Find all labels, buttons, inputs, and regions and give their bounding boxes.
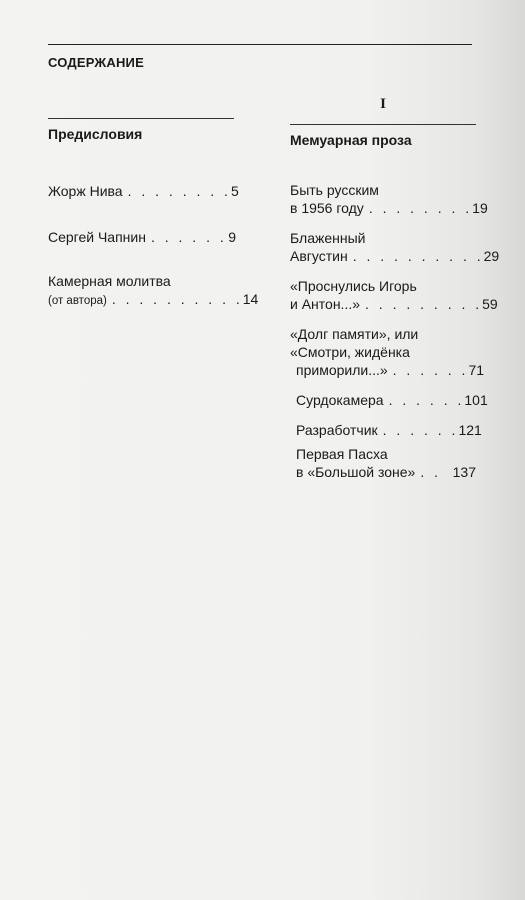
entry-title: Сергей Чапнин [48, 229, 146, 245]
entry-title: и Антон...» [290, 296, 361, 312]
leader-dots: . . . . . . [392, 362, 469, 378]
leader-dots: . . . . . . [382, 422, 459, 438]
toc-entry [48, 182, 239, 200]
toc-entry [290, 229, 500, 265]
section-number: I [380, 96, 386, 112]
toc-entry [48, 228, 236, 246]
page-number: 29 [483, 248, 500, 264]
toc-entry [290, 325, 485, 379]
page-number: 14 [242, 291, 259, 307]
entry-title: в «Большой зоне» [296, 464, 416, 480]
leader-dots: . . [420, 464, 441, 480]
section-title-memoir: Мемуарная проза [290, 132, 412, 148]
toc-entry [290, 277, 498, 313]
toc-entry [290, 181, 488, 217]
entry-title: приморили...» [296, 362, 388, 378]
leader-dots: . . . . . . . . . . [111, 291, 243, 307]
entry-title: Сурдокамера [296, 392, 384, 408]
entry-title: Августин [290, 248, 348, 264]
entry-subtitle: (от автора) [48, 295, 107, 307]
leader-dots: . . . . . . . . . . [352, 248, 484, 264]
page-number: 19 [472, 200, 488, 216]
entry-title: «Проснулись Игорь [290, 278, 417, 294]
memoir-column [290, 96, 500, 481]
entry-title: Камерная молитва [48, 273, 171, 289]
leader-dots: . . . . . . . . [368, 200, 473, 216]
entry-title: «Смотри, жидёнка [290, 344, 410, 360]
toc-entry [290, 445, 476, 481]
page-number: 5 [230, 183, 239, 199]
prefaces-column [48, 118, 259, 310]
toc-entry [48, 272, 259, 310]
leader-dots: . . . . . . . . . [365, 296, 483, 312]
entry-title: в 1956 году [290, 200, 364, 216]
page-number: 71 [468, 362, 485, 378]
leader-dots: . . . . . . [388, 392, 465, 408]
leader-dots: . . . . . . [150, 229, 227, 245]
section-rule [48, 118, 234, 119]
section-rule [290, 124, 476, 125]
section-title-prefaces: Предисловия [48, 126, 143, 142]
entry-title: «Долг памяти», или [290, 326, 419, 342]
page-number: 101 [464, 392, 488, 408]
page-number: 9 [228, 229, 236, 245]
toc-entry [290, 391, 488, 409]
page-number: 59 [482, 296, 498, 312]
entry-title: Жорж Нива [48, 183, 123, 199]
entry-title: Быть русским [290, 182, 379, 198]
toc-entry [290, 421, 482, 439]
entry-title: Первая Пасха [296, 446, 388, 462]
leader-dots: . . . . . . . . [127, 183, 231, 199]
page-title: СОДЕРЖАНИЕ [48, 55, 144, 70]
top-rule [48, 44, 472, 45]
page-number: 137 [452, 464, 476, 480]
entry-title: Разработчик [296, 422, 378, 438]
entry-title: Блаженный [290, 230, 366, 246]
page-number: 121 [458, 422, 482, 438]
